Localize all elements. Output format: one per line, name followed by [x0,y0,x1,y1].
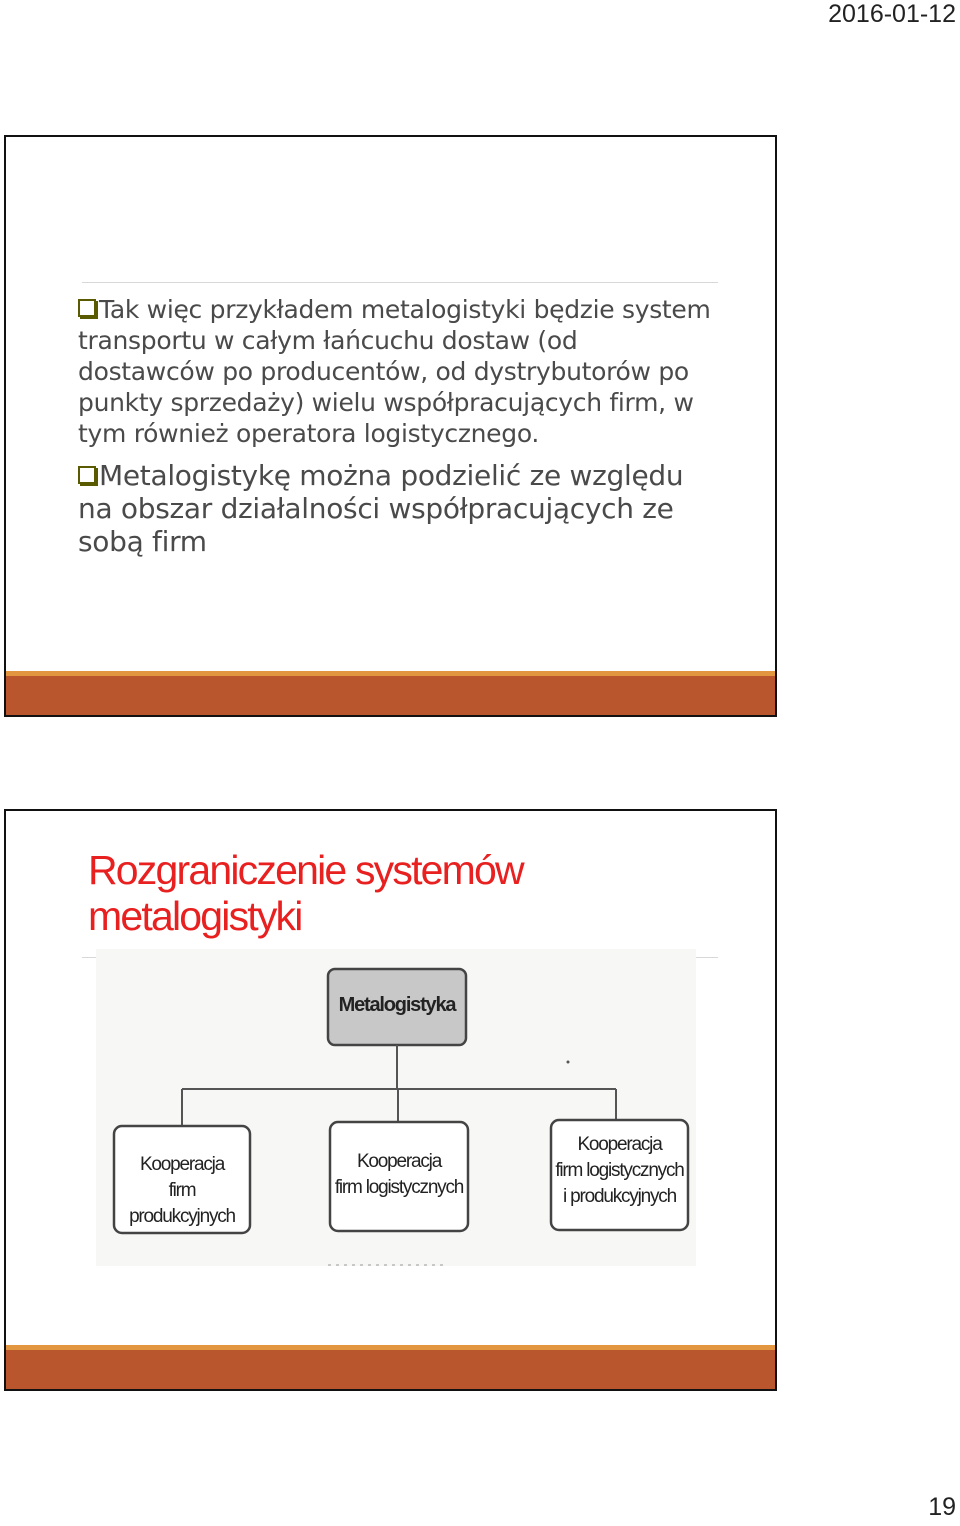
scan-speck [567,1061,570,1064]
root-box-label: Metalogistyka [338,994,456,1016]
child-box-2-label [330,1149,468,1201]
child-box-3-label [551,1132,688,1210]
child-2-line-1: Kooperacja [356,1151,442,1172]
child-2-line-2: firm logistycznych [334,1177,464,1198]
slide-1 [4,135,777,717]
bullet-paragraph-1 [78,294,718,449]
page-number: 19 [928,1493,956,1521]
child-box-1-label [114,1152,250,1230]
checkbox-bullet-icon [78,299,96,317]
slide-title-line-1: Rozgraniczenie systemów [88,847,523,893]
slide-footer-band [6,671,775,715]
slide-1-body [78,294,718,558]
page-date: 2016-01-12 [828,0,956,28]
bullet-paragraph-2 [78,459,718,558]
slide-footer-band [6,1345,775,1389]
child-1-line-2: firm produkcyjnych [129,1180,235,1227]
org-diagram [96,949,696,1266]
slide-divider [82,282,718,283]
slide-title [88,847,728,939]
bullet-text-1: Tak więc przykładem metalogistyki będzie system transportu w całym łańcuchu dostaw (od dostawców po producentów, od dystrybutorów po punkty sprzedaży) wielu współpracujących firm, w tym również operatora logistycznego. [78,295,711,448]
slide-2 [4,809,777,1391]
checkbox-bullet-icon [78,466,96,484]
child-3-line-1: Kooperacja [577,1134,662,1155]
child-1-line-1: Kooperacja [139,1154,225,1175]
bullet-text-2: Metalogistykę można podzielić ze względu na obszar działalności współpracujących ze sobą firm [78,459,684,558]
slide-title-line-2: metalogistyki [88,893,302,939]
child-3-line-3: i produkcyjnych [563,1186,676,1207]
child-3-line-2: firm logistycznych [555,1160,684,1181]
